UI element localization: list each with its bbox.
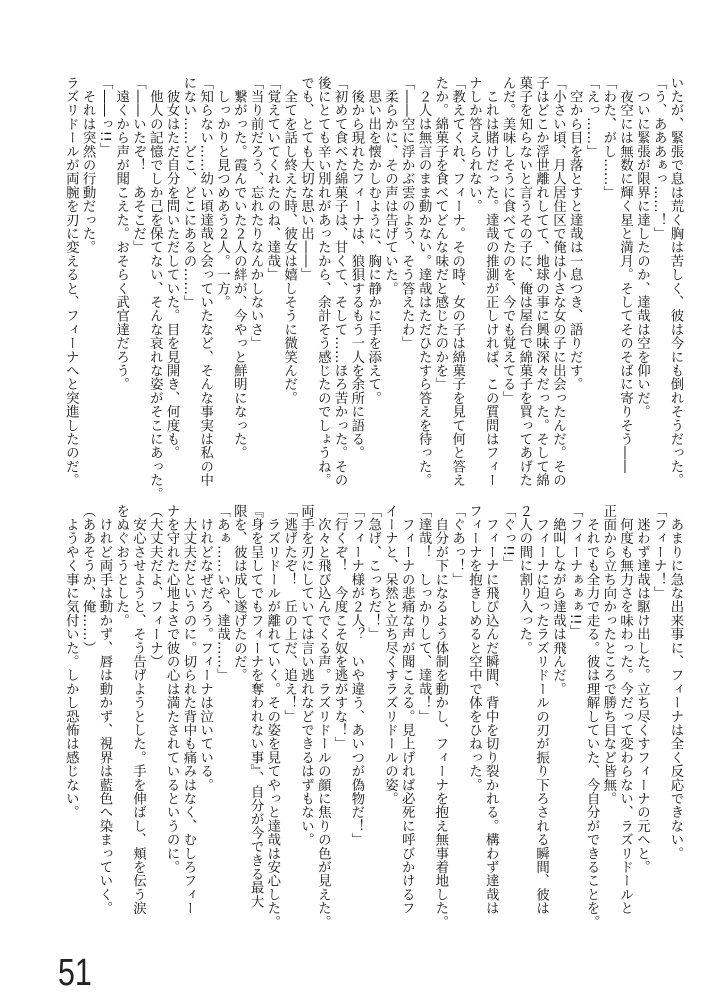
- text-line: 大丈夫だというのに。切られた背中も痛みはなく、むしろフィー: [180, 504, 196, 915]
- text-line: 後にとても辛い別れがあったから、余計そう感じたのでしょうね。: [315, 76, 331, 487]
- text-line: フィーナを抱きしめると空中で体をひねった。: [466, 504, 482, 792]
- page-number: 51: [58, 952, 92, 994]
- text-line: いたが、緊張で息は荒く胸は苦しく、彼は今にも倒れそうだった。: [668, 76, 683, 487]
- text-line: 遠くから声が聞こえた。おそらく武官達だろう。: [113, 76, 129, 392]
- text-line: をぬぐおうとした。: [113, 504, 129, 628]
- text-line: （ああそうか、俺……）: [80, 504, 96, 655]
- text-line: ２人は無言のまま動かない。達哉はただひたすら答えを待った。: [416, 76, 432, 487]
- text-line: 後から現れたフィーナは、狼狽するもう一人を余所に語る。: [348, 76, 364, 460]
- text-line: ようやく事に気付いた。しかし恐怖は感じない。: [63, 504, 79, 820]
- text-line: ナしか答えられない。: [466, 76, 482, 213]
- text-line: 「急げ、こっちだ！」: [365, 504, 381, 641]
- text-line: 「初めて食べた綿菓子は、甘くて、そして……ほろ苦かった。その: [332, 76, 348, 487]
- text-line: ナを守れた心地よさで彼の心は満たされているというのに。: [164, 504, 180, 874]
- text-line: 空から目を落とすと達哉は一息つき、語りだす。: [567, 76, 583, 392]
- text-line: たか。綿菓子を食べてどんな味だと感じたのかを」: [432, 76, 448, 392]
- text-line: 「当り前だろう、忘れたりなんかしないさ」: [248, 76, 264, 350]
- text-line: んだ。美味しそうに食べてたのを、今でも覚えてる」: [500, 76, 516, 405]
- text-line: 「えっ……」: [584, 76, 600, 159]
- text-line: 限を、彼は成し遂げたのだ。: [231, 504, 247, 683]
- text-line: 絶叫しながら達哉は飛んだ。: [550, 504, 566, 696]
- text-line: にない……どこ、どこにあるの……」: [180, 76, 196, 309]
- text-line: 「小さい頃、月人居住区で俺は小さな女の子に出会ったんだ。その: [550, 76, 566, 487]
- text-line: 柔らかに、その声は告げていた。: [382, 76, 398, 296]
- text-line: 「あぁ……いや、達哉……」: [214, 504, 230, 683]
- text-line: 「ぐあっ！」: [449, 504, 465, 587]
- text-line: フィーナの悲痛な声が聞こえる。見上げれば必死に呼びかけるフ: [399, 504, 415, 915]
- text-line: 「フィーナ様が２人？ いや違う、あいつが偽物だ！」: [348, 504, 364, 847]
- text-line: 迷わず達哉は駆け出した。立ち尽くすフィーナの元へと。: [634, 504, 650, 874]
- text-line: ２人の間に割り入った。: [516, 504, 532, 655]
- text-line: それでも全力で走る。彼は理解していた、今自分ができることを。: [584, 504, 600, 929]
- text-line: あまりに急な出来事に、フィーナは全く反応できない。: [668, 504, 683, 861]
- text-line: 「逃げたぞ！ 丘の上だ、追え！」: [281, 504, 297, 724]
- text-line: でも、とても大切な思い出――」: [298, 76, 314, 282]
- text-line: ついに緊張が限界に達したのか、達哉は空を仰いだ。: [634, 76, 650, 419]
- text-line: ラズリドールが両腕を刃に変えると、フィーナへと突進したのだ。: [63, 76, 79, 487]
- text-line: 「ぐっ!!」: [500, 504, 516, 571]
- text-block-top: [62, 76, 683, 501]
- text-line: しっかりと見つめあう２人。一方。: [214, 76, 230, 309]
- text-line: 全てを話し終えた時、彼女は嬉しそうに微笑んだ。: [281, 76, 297, 405]
- text-line: イーナと、呆然と立ち尽くすラズリドールの姿。: [382, 504, 398, 806]
- text-line: フィーナに飛び込んだ瞬間、背中を切り裂かれる。構わず達哉は: [483, 504, 499, 915]
- text-line: 思い出を懐かしむように、胸に静かに手を添えて。: [365, 76, 381, 405]
- text-line: 「知らない……幼い頃達哉と会っていたなど、そんな事実は私の中: [197, 76, 213, 487]
- text-line: 「フィーナぁぁぁ!!」: [567, 504, 583, 639]
- text-line: 「行くぞ！ 今度こそ奴を逃がすな！」: [332, 504, 348, 751]
- text-line: 繋がった。霞んでいた２人の絆が、今やっと鮮明になった。: [231, 76, 247, 460]
- text-line: 正面から立ち向かったところで勝ち目など皆無。: [600, 504, 616, 806]
- text-line: 「――っ!!」: [96, 76, 112, 156]
- text-line: 夜空には無数に輝く星と満月。そしてそのそばに寄りそう――: [617, 76, 633, 474]
- text-line: 「覚えていてくれたのね、達哉」: [264, 76, 280, 282]
- text-line: 「――いたぞ！ あそこだ」: [130, 76, 146, 255]
- text-line: 「フィーナ！」: [651, 504, 667, 600]
- text-line: 自分が下になるよう体制を動かし、フィーナを抱え無事着地した。: [432, 504, 448, 929]
- text-line: 両手を刃にしていては言い逃れなどできるはずもない。: [298, 504, 314, 847]
- text-line: 「う、あああぁっ……！」: [651, 76, 667, 241]
- text-line: 「――空に浮かぶ雲のよう、そう答えたわ」: [399, 76, 415, 350]
- text-line: これは賭けだった。達哉の推測が正しければ、この質問はフィー: [483, 76, 499, 487]
- text-line: 菓子を知らないと言うその子に、俺は屋台で綿菓子を買ってあげた: [516, 76, 532, 487]
- text-line: それは突然の行動だった。: [80, 76, 96, 255]
- text-block-bottom: [62, 504, 683, 934]
- text-line: 彼女はただ自分を問いただしていた。目を見開き、何度も。: [164, 76, 180, 460]
- text-line: 「達哉！ しっかりして、達哉！」: [416, 504, 432, 724]
- text-line: 「わた、がし……」: [600, 76, 616, 200]
- text-line: 他人の記憶でしか己を保てない、そんな哀れな姿がそこにあった。: [147, 76, 163, 501]
- text-line: 何度も無力さを味わった。今だって変わらない、ラズリドールと: [617, 504, 633, 915]
- text-line: 『身を呈してでもフィーナを奪われない事』、自分が今できる最大: [248, 504, 264, 909]
- text-line: （大丈夫だよ、フィーナ）: [147, 504, 163, 669]
- text-line: 「教えてくれ、フィーナ。その時、女の子は綿菓子を見て何と答え: [449, 76, 465, 487]
- text-line: フィーナに迫ったラズリドールの刃が振り下ろされる瞬間、彼は: [533, 504, 549, 915]
- text-line: ラズリドールが離れていく。その姿を見てやっと達哉は安心した。: [264, 504, 280, 929]
- text-line: けれどなぜだろう。フィーナは泣いている。: [197, 504, 213, 792]
- text-line: けれど両手は動かず、唇は動かず、視界は藍色へ染まっていく。: [96, 504, 112, 915]
- text-line: 次々と飛び込んでくる声。ラズリドールの顔に焦りの色が見えた。: [315, 504, 331, 929]
- text-line: 安心させようと、そう告げようとした。手を伸ばし、頬を伝う涙: [130, 504, 146, 915]
- text-line: 子はどこか浮世離れしてて、地球の事に興味深々だった。そして綿: [533, 76, 549, 487]
